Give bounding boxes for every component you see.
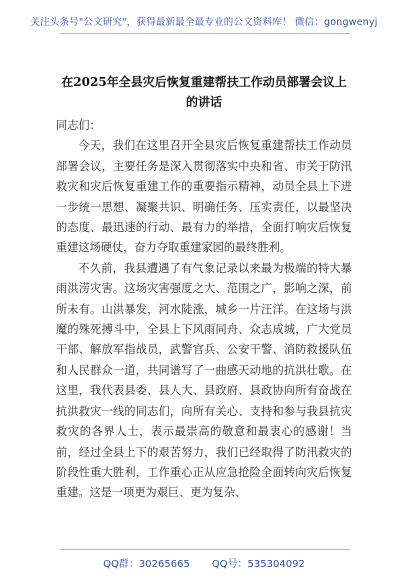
- promo-header: 关注头条号"公文研究"，获得最新最全最专业的公文资料库！ 微信：gongwenyj: [30, 17, 378, 28]
- header-divider: [60, 33, 350, 34]
- contact-footer: [0, 555, 408, 570]
- paragraph-2: 不久前，我县遭遇了有气象记录以来最为极端的特大暴雨洪涝灾害。这场灾害强度之大、范围之广，影响之深，前所未有。山洪暴发，河水陡涨，城乡一片汪洋。在这场与洪魔的殊死搏斗中，全县上下风雨同舟、众志成城，广大党员干部、解放军指战员，武警官兵、公安干警、消防救援队伍和人民群众一道，共同谱写了一曲感天动地的抗洪壮歌。在这里，我代表县委、县人大、县政府、县政协向所有奋战在抗洪救灾一线的同志们，向所有关心、支持和参与我县抗灾救灾的各界人士，表示最崇高的敬意和最衷心的感谢！当前，经过全县上下的艰苦努力，我们已经取得了防汛救灾的阶段性重大胜利，工作重心正从应急抢险全面转向灾后恢复重建。这是一项更为艰巨、更为复杂、: [56, 261, 352, 500]
- qq-group: QQ群：30265665: [103, 559, 190, 570]
- document-body: [56, 116, 352, 504]
- footer-divider: [60, 549, 350, 550]
- qq-number: QQ号：535304092: [211, 559, 305, 570]
- document-title: 在2025年全县灾后恢复重建帮扶工作动员部署会议上的讲话: [61, 75, 347, 109]
- salutation: 同志们：: [56, 119, 101, 132]
- paragraph-1: 今天，我们在这里召开全县灾后恢复重建帮扶工作动员部署会议，主要任务是深入贯彻落实中央和省、市关于防汛救灾和灾后恢复重建工作的重要指示精神，动员全县上下进一步统一思想、凝聚共识、明确任务、压实责任，以最坚决的态度、最迅速的行动、最有力的举措，全面打响灾后恢复重建这场硬仗，奋力夺取重建家园的最终胜利。: [56, 139, 352, 255]
